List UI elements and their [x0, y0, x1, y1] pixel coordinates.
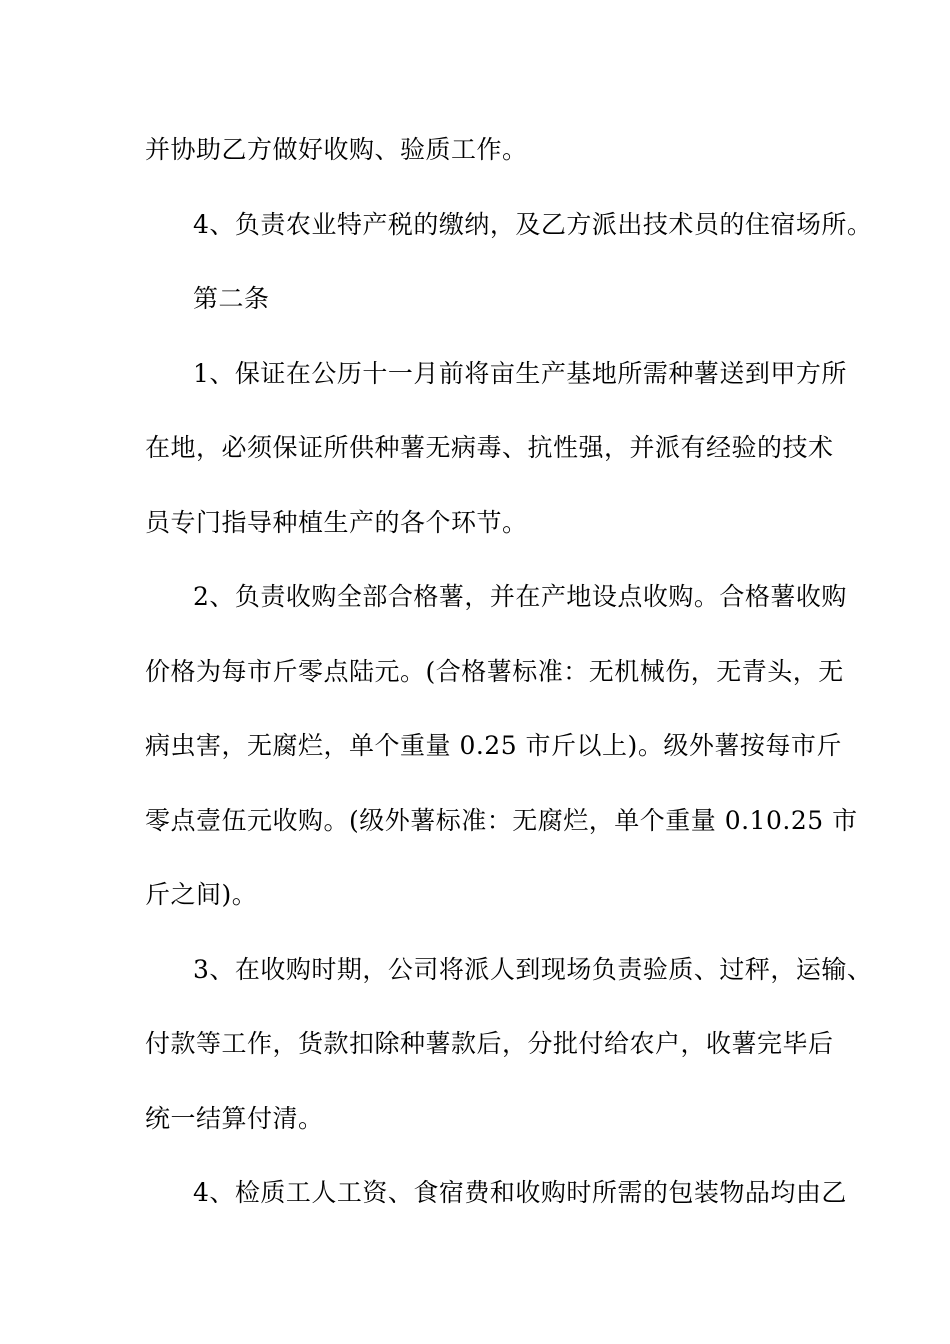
text-line: 3、在收购时期，公司将派人到现场负责验质、过秤，运输、 — [193, 955, 873, 984]
text-line: 统一结算付清。 — [145, 1104, 324, 1133]
text-line: 付款等工作，货款扣除种薯款后，分批付给农户，收薯完毕后 — [145, 1029, 834, 1058]
text-line: 价格为每市斤零点陆元。(合格薯标准：无机械伤，无青头，无 — [145, 657, 844, 686]
text-line: 在地，必须保证所供种薯无病毒、抗性强，并派有经验的技术 — [145, 433, 834, 462]
section-heading: 第二条 — [193, 284, 270, 313]
text-line: 病虫害，无腐烂，单个重量 0.25 市斤以上)。级外薯按每市斤 — [145, 731, 842, 760]
text-line: 斤之间)。 — [145, 880, 258, 909]
text-line: 并协助乙方做好收购、验质工作。 — [145, 135, 528, 164]
text-line: 4、检质工人工资、食宿费和收购时所需的包装物品均由乙 — [193, 1178, 847, 1207]
text-line: 员专门指导种植生产的各个环节。 — [145, 508, 528, 537]
text-line: 2、负责收购全部合格薯，并在产地设点收购。合格薯收购 — [193, 582, 847, 611]
text-line: 4、负责农业特产税的缴纳，及乙方派出技术员的住宿场所。 — [193, 210, 873, 239]
text-line: 1、保证在公历十一月前将亩生产基地所需种薯送到甲方所 — [193, 359, 847, 388]
text-line: 零点壹伍元收购。(级外薯标准：无腐烂，单个重量 0.10.25 市 — [145, 806, 858, 835]
